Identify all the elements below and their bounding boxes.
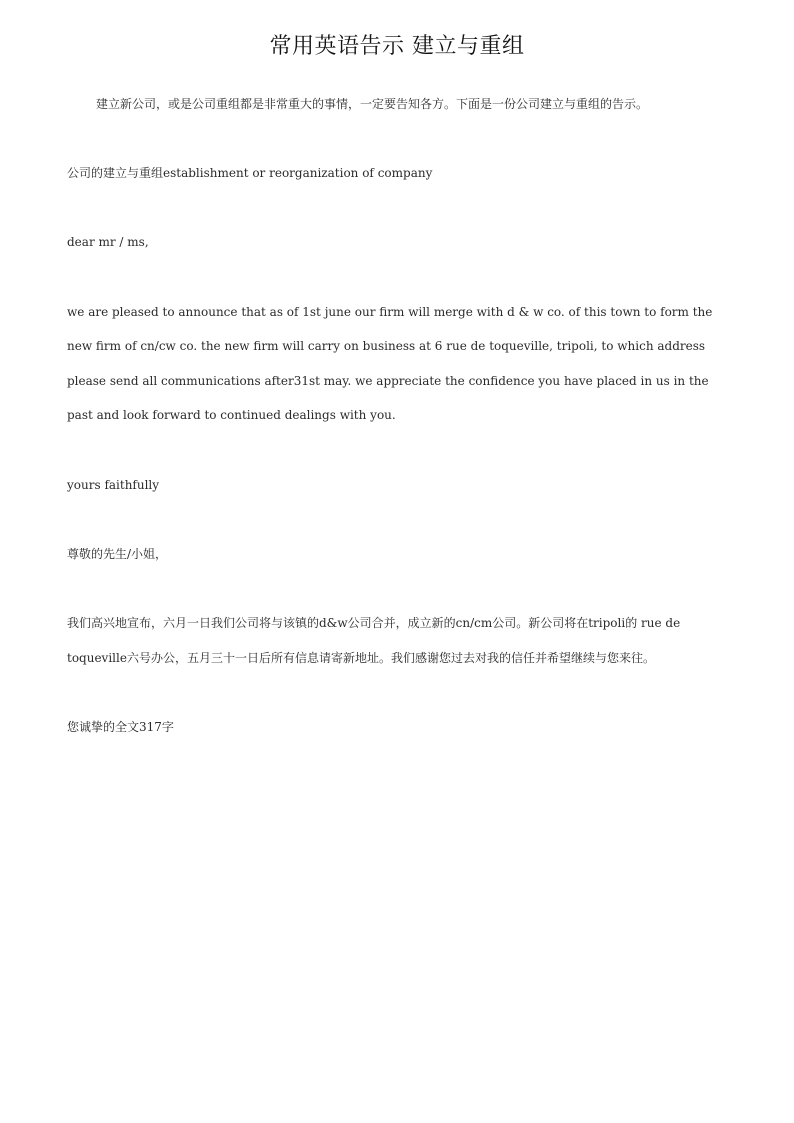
salutation-english: dear mr / ms, [67,235,149,250]
closing-english: yours faithfully [67,477,160,492]
salutation-chinese: 尊敬的先生/小姐， [67,546,168,561]
closing-chinese: 您诚挚的全文317字 [67,719,174,734]
section-heading: 公司的建立与重组establishment or reorganization of company [67,166,433,181]
intro-paragraph: 建立新公司，或是公司重组都是非常重大的事情，一定要告知各方。下面是一份公司建立与重组的告示。 [96,97,649,111]
page-title: 常用英语告示 建立与重组 [269,34,525,59]
body-chinese: 我们高兴地宣布，六月一日我们公司将与该镇的d&w公司合并，成立新的cn/cm公司。新公司将在tripoli的 rue de toqueville六号办公，五月三十一日后所有信息请寄新地址。我们感谢您过去对我的信任并希望继续与您来往。 [67,615,681,665]
body-english: we are pleased to announce that as of 1st june our firm will merge with d & w co. of this town to form the new firm of cn/cw co. the new firm will carry on business at 6 rue de toqueville, tripoli, to which address please send all communications after31st may. we appreciate the confidence you have placed in us in the past and look forward to continued dealings with you. [67,304,713,423]
